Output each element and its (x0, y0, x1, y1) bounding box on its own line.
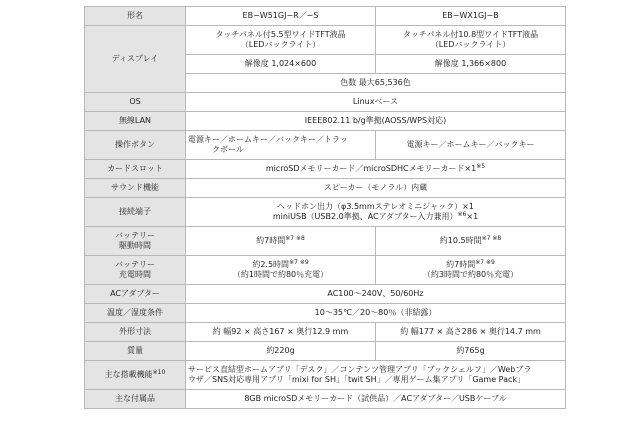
ports-line1: ヘッドホン出力（φ3.5mmステレオミニジャック）×1 (277, 202, 474, 211)
table-row (85, 93, 566, 112)
charge-2-time: 約7時間 (446, 260, 476, 269)
display-1-line1: タッチパネル付5.5型ワイドTFT液晶 (215, 30, 346, 39)
table-row (85, 342, 566, 361)
table-row (85, 390, 566, 409)
model-value-1: EB−W51GJ−R／−S (186, 7, 376, 26)
table-row (85, 112, 566, 131)
buttons-value-1 (186, 131, 376, 160)
table-row (85, 26, 566, 55)
charge-label-line1: バッテリー (115, 260, 155, 269)
charge-label-line2: 充電時間 (119, 270, 151, 279)
row-label-sound: サウンド機能 (85, 179, 186, 198)
battery-time-1-text: 約7時間 (256, 236, 286, 245)
row-label-buttons: 操作ボタン (85, 131, 186, 160)
row-label-charge (85, 256, 186, 285)
apps-label-text: 主な搭載機能 (104, 370, 153, 379)
table-row (85, 361, 566, 390)
table-row (85, 304, 566, 323)
card-value (186, 160, 566, 179)
spec-table (84, 6, 566, 409)
table-row (85, 131, 566, 160)
apps-line2: ウザ／SNS対応専用アプリ「mixi for SH」「twit SH」／専用ゲーム集アプリ「Game Pack」 (188, 375, 526, 384)
battery-label-line2: 駆動時間 (119, 241, 151, 250)
apps-line1: サービス直結型ホームアプリ「デスク」／コンテンツ管理アプリ「ブックシェルフ」／Webブラ (188, 365, 532, 374)
charge-2-line2: （約3時間で約80％充電） (422, 270, 519, 279)
ports-value (186, 198, 566, 227)
wlan-value: IEEE802.11 b/g準拠(AOSS/WPS対応) (186, 112, 566, 131)
display-1-line2: （LEDバックライト） (240, 40, 321, 49)
display-2-line1: タッチパネル付10.8型ワイドTFT液晶 (402, 30, 539, 39)
apps-label-footnote: ※10 (152, 369, 166, 376)
table-row (85, 160, 566, 179)
size-value-1: 約 幅92 × 高さ167 × 奥行12.9 mm (186, 323, 376, 342)
row-label-battery-time (85, 227, 186, 256)
table-row (85, 198, 566, 227)
row-label-os: OS (85, 93, 186, 112)
charge-1-line2: （約1時間で約80％充電） (232, 270, 329, 279)
row-label-apps (85, 361, 186, 390)
row-label-ports: 接続端子 (85, 198, 186, 227)
display-2-line2: （LEDバックライト） (430, 40, 511, 49)
card-text: microSDメモリーカード／microSDHCメモリーカード×1 (265, 164, 477, 173)
battery-time-1 (186, 227, 376, 256)
sound-value: スピーカー（モノラル）内蔵 (186, 179, 566, 198)
table-row (85, 256, 566, 285)
row-label-accessories: 主な付属品 (85, 390, 186, 409)
battery-time-2-footnote: ※7 ※8 (481, 235, 502, 242)
charge-value-2 (376, 256, 566, 285)
buttons-value-2: 電源キー／ホームキー／バックキー (376, 131, 566, 160)
row-label-card: カードスロット (85, 160, 186, 179)
row-label-adapter: ACアダプター (85, 285, 186, 304)
display-value-2 (376, 26, 566, 55)
row-label-model: 形名 (85, 7, 186, 26)
buttons-1-line1: 電源キー／ホームキー／バックキー／トラッ (188, 135, 348, 144)
table-row (85, 323, 566, 342)
weight-value-2: 約765g (376, 342, 566, 361)
table-row (85, 227, 566, 256)
ports-usb-count: ×1 (466, 212, 479, 221)
charge-2-line1 (378, 260, 563, 270)
card-footnote: ※5 (476, 163, 486, 170)
accessories-value: 8GB microSDメモリーカード（試供品）／ACアダプター／USBケーブル (186, 390, 566, 409)
table-row (85, 285, 566, 304)
battery-label-line1: バッテリー (115, 231, 155, 240)
env-value: 10〜35℃／20〜80％（非結露） (186, 304, 566, 323)
charge-1-line1 (188, 260, 373, 270)
battery-time-2-text: 約10.5時間 (439, 236, 482, 245)
resolution-1: 解像度 1,024×600 (186, 55, 376, 74)
model-value-2: EB−WX1GJ−B (376, 7, 566, 26)
ports-footnote: ※6 (457, 211, 467, 218)
charge-2-footnote: ※7 ※9 (475, 259, 495, 266)
charge-1-time: 約2.5時間 (252, 260, 290, 269)
display-value-1 (186, 26, 376, 55)
buttons-1-line2: クボール (212, 145, 244, 154)
size-value-2: 約 幅177 × 高さ286 × 奥行14.7 mm (376, 323, 566, 342)
battery-time-1-footnote: ※7 ※8 (285, 235, 305, 242)
table-row (85, 7, 566, 26)
resolution-2: 解像度 1,366×800 (376, 55, 566, 74)
weight-value-1: 約220g (186, 342, 376, 361)
ports-line2 (188, 212, 563, 222)
charge-value-1 (186, 256, 376, 285)
row-label-display: ディスプレイ (85, 26, 186, 93)
display-colors: 色数 最大65,536色 (186, 74, 566, 93)
adapter-value: AC100〜240V、50/60Hz (186, 285, 566, 304)
row-label-size: 外形寸法 (85, 323, 186, 342)
row-label-env: 温度／湿度条件 (85, 304, 186, 323)
battery-time-2 (376, 227, 566, 256)
apps-value (186, 361, 566, 390)
spec-table-container (84, 6, 554, 409)
charge-1-footnote: ※7 ※9 (289, 259, 309, 266)
table-row (85, 179, 566, 198)
row-label-wlan: 無線LAN (85, 112, 186, 131)
os-value: Linuxベース (186, 93, 566, 112)
row-label-weight: 質量 (85, 342, 186, 361)
ports-usb: miniUSB（USB2.0準拠、ACアダプター入力兼用） (272, 212, 458, 221)
